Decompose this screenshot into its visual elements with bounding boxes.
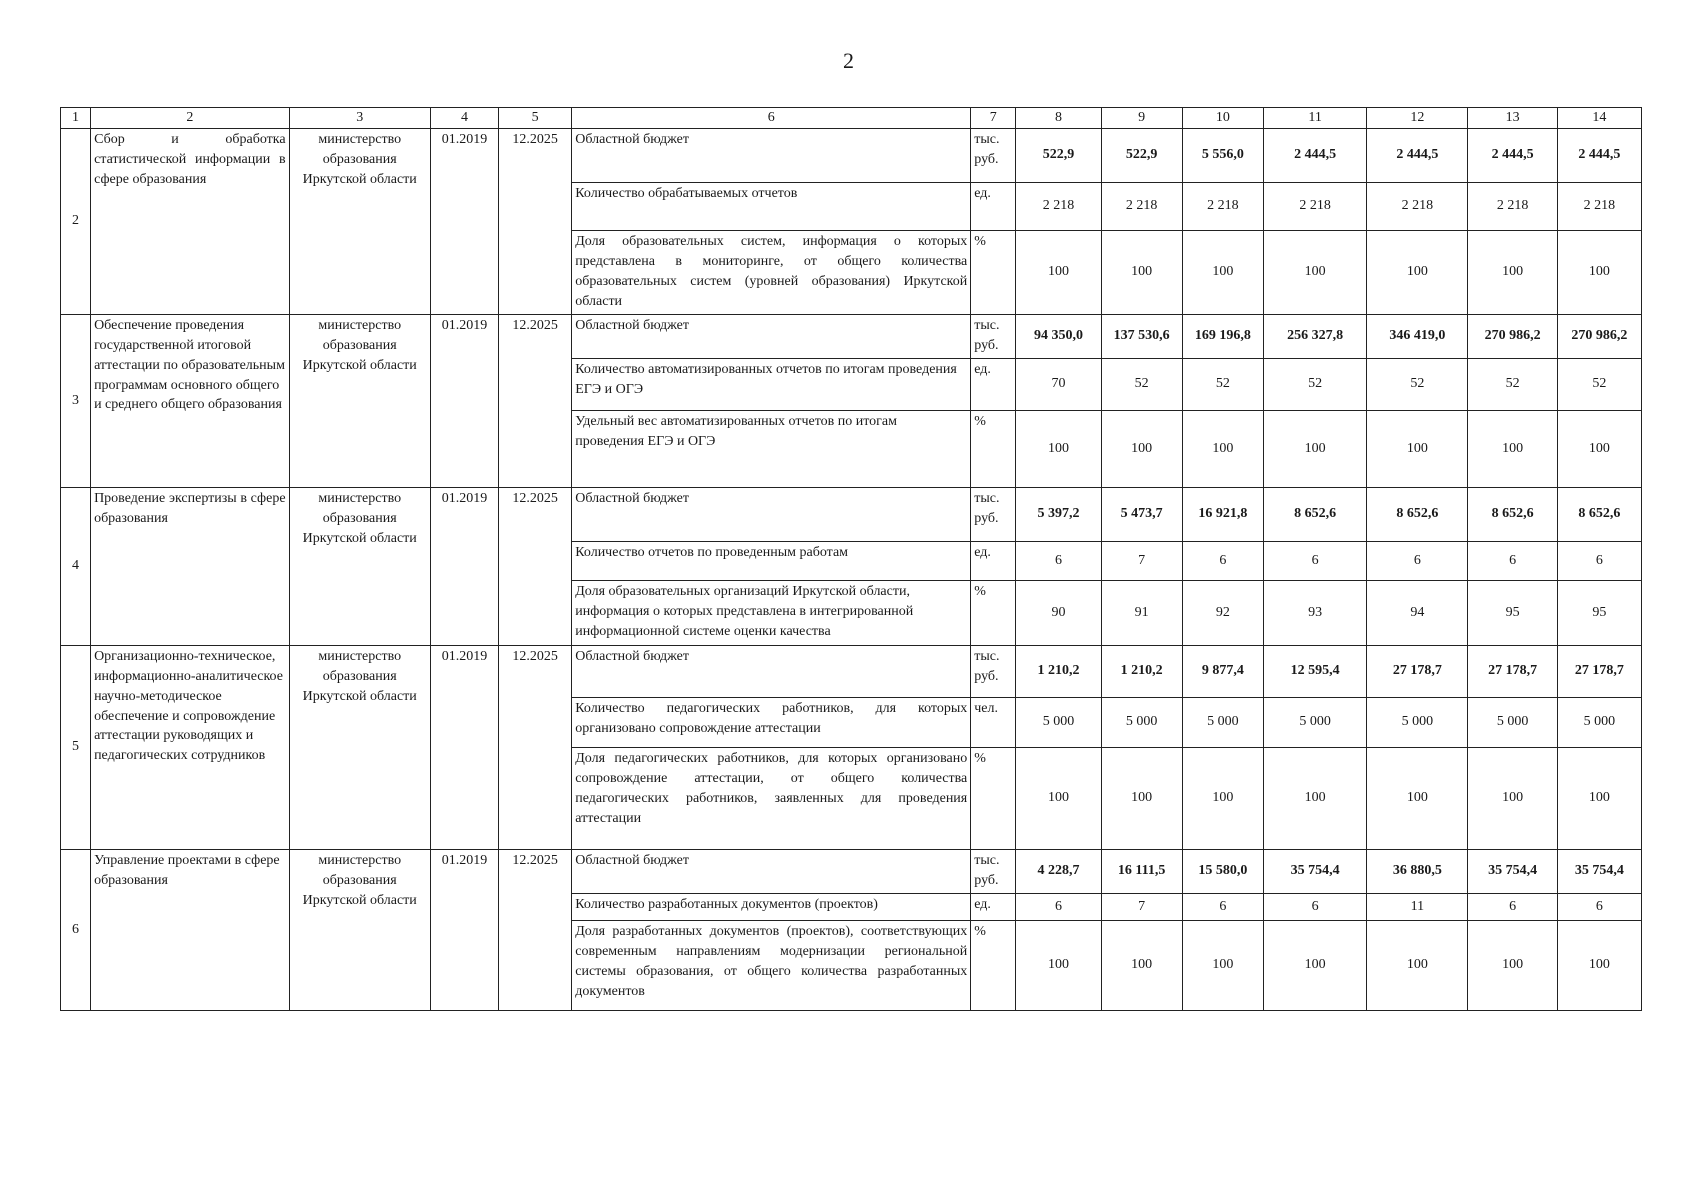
value-cell: 2 218 [1468,182,1557,230]
value-cell: 52 [1263,358,1366,410]
row-number: 6 [61,849,91,1010]
row-number: 3 [61,314,91,487]
row-number: 5 [61,645,91,849]
value-cell: 6 [1557,541,1641,580]
header-cell: 10 [1182,108,1263,129]
value-cell: 35 754,4 [1263,849,1366,893]
start-date: 01.2019 [430,849,498,1010]
value-cell: 346 419,0 [1367,314,1468,358]
indicator-name: Областной бюджет [572,314,971,358]
value-cell: 522,9 [1101,128,1182,182]
end-date: 12.2025 [499,645,572,849]
header-cell: 3 [289,108,430,129]
value-cell: 7 [1101,893,1182,920]
value-cell: 12 595,4 [1263,645,1366,697]
value-cell: 270 986,2 [1557,314,1641,358]
value-cell: 100 [1468,230,1557,314]
indicator-name: Количество отчетов по проведенным работам [572,541,971,580]
activity-name: Проведение экспертизы в сфере образования [91,487,290,645]
value-cell: 100 [1101,230,1182,314]
value-cell: 100 [1367,920,1468,1010]
activity-name: Сбор и обработка статистической информации в сфере образования [91,128,290,314]
unit: ед. [971,182,1016,230]
value-cell: 100 [1016,747,1101,849]
indicator-name: Количество педагогических работников, для которых организовано сопровождение аттестации [572,697,971,747]
executor: министерство образования Иркутской области [289,314,430,487]
value-cell: 6 [1468,893,1557,920]
value-cell: 100 [1263,410,1366,487]
value-cell: 100 [1182,230,1263,314]
value-cell: 522,9 [1016,128,1101,182]
indicator-name: Областной бюджет [572,645,971,697]
indicator-name: Доля разработанных документов (проектов), соответствующих современным направлениям модернизации региональной системы образования, от общего количества разработанных документов [572,920,971,1010]
start-date: 01.2019 [430,645,498,849]
value-cell: 6 [1263,541,1366,580]
value-cell: 2 444,5 [1367,128,1468,182]
value-cell: 27 178,7 [1367,645,1468,697]
value-cell: 5 000 [1101,697,1182,747]
header-cell: 8 [1016,108,1101,129]
value-cell: 52 [1182,358,1263,410]
start-date: 01.2019 [430,487,498,645]
value-cell: 27 178,7 [1557,645,1641,697]
value-cell: 15 580,0 [1182,849,1263,893]
activity-name: Организационно-техническое, информационно-аналитическое научно-методическое обеспечение и сопровождение аттестации руководящих и педагогических сотрудников [91,645,290,849]
value-cell: 5 000 [1263,697,1366,747]
value-cell: 256 327,8 [1263,314,1366,358]
unit: ед. [971,541,1016,580]
value-cell: 16 921,8 [1182,487,1263,541]
value-cell: 2 218 [1263,182,1366,230]
header-cell: 6 [572,108,971,129]
value-cell: 95 [1557,580,1641,645]
value-cell: 52 [1468,358,1557,410]
table-row [61,849,1642,893]
end-date: 12.2025 [499,128,572,314]
value-cell: 35 754,4 [1468,849,1557,893]
unit: тыс. руб. [971,849,1016,893]
executor: министерство образования Иркутской области [289,849,430,1010]
unit: тыс. руб. [971,487,1016,541]
value-cell: 2 218 [1557,182,1641,230]
value-cell: 1 210,2 [1016,645,1101,697]
value-cell: 5 000 [1468,697,1557,747]
header-cell: 4 [430,108,498,129]
value-cell: 5 000 [1016,697,1101,747]
value-cell: 2 444,5 [1557,128,1641,182]
value-cell: 100 [1101,920,1182,1010]
indicator-name: Удельный вес автоматизированных отчетов по итогам проведения ЕГЭ и ОГЭ [572,410,971,487]
value-cell: 16 111,5 [1101,849,1182,893]
header-row [61,108,1642,129]
value-cell: 100 [1101,410,1182,487]
unit: % [971,747,1016,849]
unit: чел. [971,697,1016,747]
value-cell: 137 530,6 [1101,314,1182,358]
value-cell: 2 444,5 [1468,128,1557,182]
value-cell: 9 877,4 [1182,645,1263,697]
value-cell: 27 178,7 [1468,645,1557,697]
end-date: 12.2025 [499,487,572,645]
value-cell: 100 [1468,410,1557,487]
value-cell: 92 [1182,580,1263,645]
value-cell: 5 000 [1367,697,1468,747]
value-cell: 100 [1367,230,1468,314]
value-cell: 6 [1016,541,1101,580]
value-cell: 100 [1367,747,1468,849]
start-date: 01.2019 [430,128,498,314]
value-cell: 100 [1182,410,1263,487]
activity-name: Обеспечение проведения государственной итоговой аттестации по образовательным программам основного общего и среднего общего образования [91,314,290,487]
value-cell: 6 [1367,541,1468,580]
value-cell: 5 473,7 [1101,487,1182,541]
value-cell: 11 [1367,893,1468,920]
value-cell: 90 [1016,580,1101,645]
unit: тыс. руб. [971,128,1016,182]
value-cell: 5 397,2 [1016,487,1101,541]
header-cell: 14 [1557,108,1641,129]
indicator-name: Доля образовательных систем, информация о которых представлена в мониторинге, от общего количества образовательных систем (уровней образования) Иркутской области [572,230,971,314]
program-table [60,107,1642,1011]
value-cell: 5 000 [1557,697,1641,747]
value-cell: 100 [1182,747,1263,849]
unit: тыс. руб. [971,645,1016,697]
value-cell: 93 [1263,580,1366,645]
indicator-name: Областной бюджет [572,487,971,541]
value-cell: 2 218 [1016,182,1101,230]
value-cell: 35 754,4 [1557,849,1641,893]
value-cell: 1 210,2 [1101,645,1182,697]
table-row [61,645,1642,697]
table-row [61,128,1642,182]
value-cell: 52 [1367,358,1468,410]
value-cell: 100 [1557,920,1641,1010]
value-cell: 100 [1016,230,1101,314]
indicator-name: Количество разработанных документов (проектов) [572,893,971,920]
value-cell: 100 [1263,920,1366,1010]
indicator-name: Количество обрабатываемых отчетов [572,182,971,230]
header-cell: 7 [971,108,1016,129]
indicator-name: Доля педагогических работников, для которых организовано сопровождение аттестации, от общего количества педагогических работников, заявленных для проведения аттестации [572,747,971,849]
value-cell: 100 [1468,747,1557,849]
value-cell: 100 [1016,920,1101,1010]
value-cell: 6 [1263,893,1366,920]
header-cell: 5 [499,108,572,129]
value-cell: 8 652,6 [1263,487,1366,541]
value-cell: 100 [1367,410,1468,487]
value-cell: 100 [1182,920,1263,1010]
table-row [61,487,1642,541]
value-cell: 100 [1557,230,1641,314]
indicator-name: Областной бюджет [572,128,971,182]
value-cell: 100 [1263,747,1366,849]
end-date: 12.2025 [499,314,572,487]
value-cell: 5 000 [1182,697,1263,747]
value-cell: 36 880,5 [1367,849,1468,893]
value-cell: 2 444,5 [1263,128,1366,182]
value-cell: 100 [1101,747,1182,849]
indicator-name: Областной бюджет [572,849,971,893]
value-cell: 7 [1101,541,1182,580]
value-cell: 6 [1016,893,1101,920]
executor: министерство образования Иркутской области [289,128,430,314]
value-cell: 100 [1263,230,1366,314]
header-cell: 12 [1367,108,1468,129]
activity-name: Управление проектами в сфере образования [91,849,290,1010]
value-cell: 94 [1367,580,1468,645]
value-cell: 8 652,6 [1367,487,1468,541]
table-row [61,314,1642,358]
unit: тыс. руб. [971,314,1016,358]
value-cell: 270 986,2 [1468,314,1557,358]
value-cell: 6 [1468,541,1557,580]
start-date: 01.2019 [430,314,498,487]
header-cell: 2 [91,108,290,129]
unit: % [971,580,1016,645]
value-cell: 6 [1182,541,1263,580]
value-cell: 91 [1101,580,1182,645]
unit: ед. [971,358,1016,410]
value-cell: 8 652,6 [1557,487,1641,541]
value-cell: 6 [1557,893,1641,920]
page-number: 2 [843,48,854,73]
value-cell: 2 218 [1367,182,1468,230]
value-cell: 52 [1101,358,1182,410]
end-date: 12.2025 [499,849,572,1010]
header-cell: 11 [1263,108,1366,129]
value-cell: 2 218 [1182,182,1263,230]
value-cell: 2 218 [1101,182,1182,230]
unit: % [971,920,1016,1010]
value-cell: 4 228,7 [1016,849,1101,893]
value-cell: 100 [1468,920,1557,1010]
value-cell: 100 [1557,410,1641,487]
unit: ед. [971,893,1016,920]
row-number: 2 [61,128,91,314]
header-cell: 1 [61,108,91,129]
value-cell: 5 556,0 [1182,128,1263,182]
row-number: 4 [61,487,91,645]
header-cell: 13 [1468,108,1557,129]
value-cell: 94 350,0 [1016,314,1101,358]
executor: министерство образования Иркутской области [289,645,430,849]
value-cell: 52 [1557,358,1641,410]
value-cell: 169 196,8 [1182,314,1263,358]
value-cell: 6 [1182,893,1263,920]
value-cell: 100 [1016,410,1101,487]
header-cell: 9 [1101,108,1182,129]
value-cell: 100 [1557,747,1641,849]
unit: % [971,410,1016,487]
indicator-name: Количество автоматизированных отчетов по итогам проведения ЕГЭ и ОГЭ [572,358,971,410]
value-cell: 70 [1016,358,1101,410]
value-cell: 95 [1468,580,1557,645]
value-cell: 8 652,6 [1468,487,1557,541]
indicator-name: Доля образовательных организаций Иркутской области, информация о которых представлена в интегрированной информационной системе оценки качества [572,580,971,645]
unit: % [971,230,1016,314]
executor: министерство образования Иркутской области [289,487,430,645]
